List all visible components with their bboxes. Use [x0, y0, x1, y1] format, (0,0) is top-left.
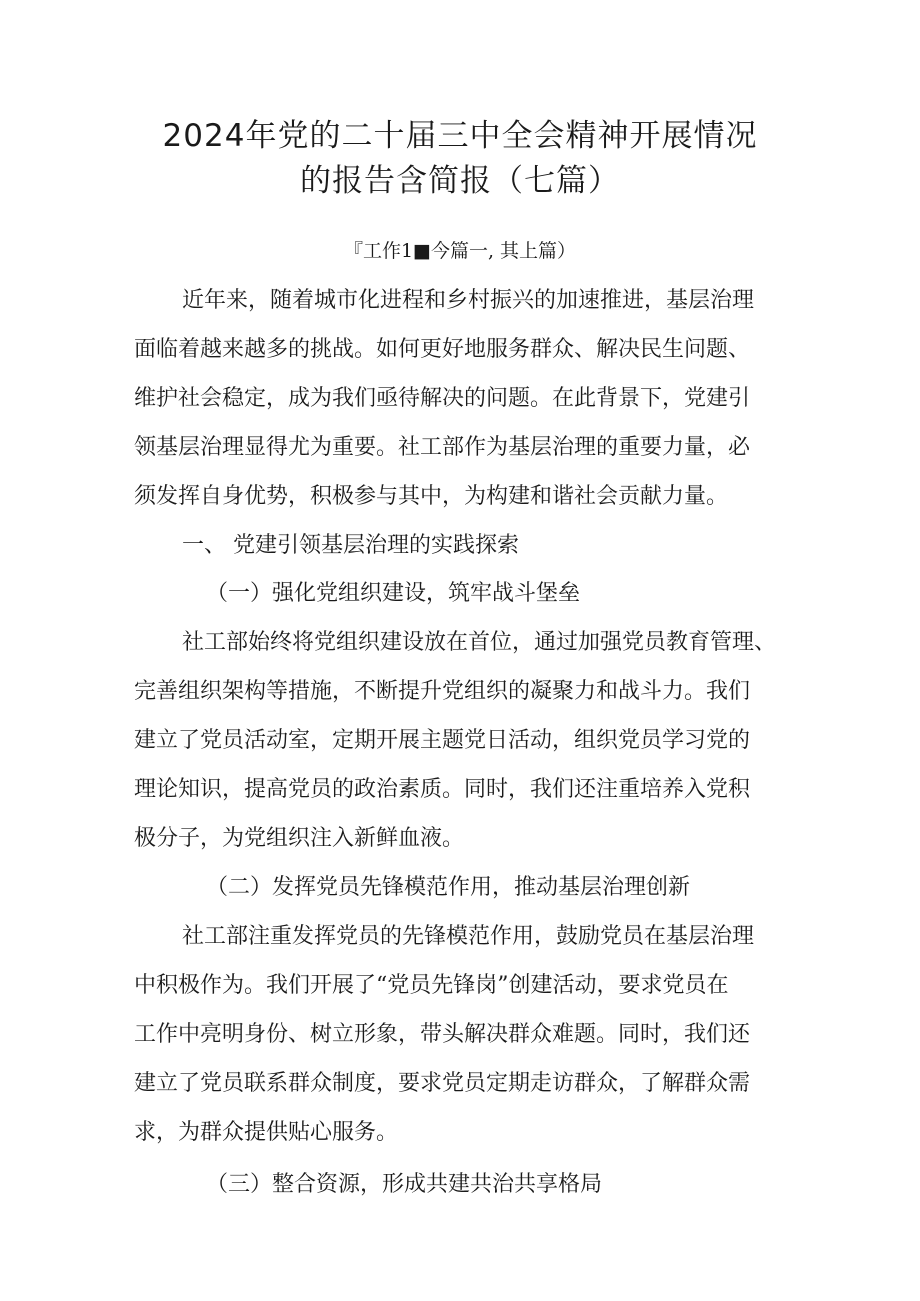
document-subtitle: 『工作1■今篇一, 其上篇） — [343, 240, 577, 262]
body-line: 完善组织架构等措施，不断提升党组织的凝聚力和战斗力。我们 — [134, 679, 751, 704]
subsection-heading: （一）强化党组织建设，筑牢战斗堡垒 — [206, 581, 581, 606]
body-line: 建立了党员联系群众制度，要求党员定期走访群众，了解群众需 — [134, 1071, 751, 1096]
subsection-heading: （二）发挥党员先锋模范作用，推动基层治理创新 — [206, 875, 691, 900]
section-heading: 一、 党建引领基层治理的实践探索 — [182, 533, 519, 558]
document-title-line-1: 2024年党的二十届三中全会精神开展情况 — [162, 118, 758, 154]
body-line: 社工部注重发挥党员的先锋模范作用，鼓励党员在基层治理 — [182, 924, 755, 949]
body-line: 工作中亮明身份、树立形象，带头解决群众难题。同时，我们还 — [134, 1022, 751, 1047]
intro-line: 领基层治理显得尤为重要。社工部作为基层治理的重要力量，必 — [134, 435, 751, 460]
body-line: 中积极作为。我们开展了“党员先锋岗”创建活动，要求党员在 — [134, 973, 729, 998]
body-line: 理论知识，提高党员的政治素质。同时，我们还注重培养入党积 — [134, 777, 751, 802]
intro-line: 须发挥自身优势，积极参与其中，为构建和谐社会贡献力量。 — [134, 484, 729, 509]
intro-line: 近年来，随着城市化进程和乡村振兴的加速推进，基层治理 — [182, 288, 755, 313]
document-title-line-2: 的报告含简报（七篇） — [300, 163, 620, 199]
body-line: 建立了党员活动室，定期开展主题党日活动，组织党员学习党的 — [134, 728, 751, 753]
body-line: 社工部始终将党组织建设放在首位，通过加强党员教育管理、 — [182, 630, 777, 655]
intro-line: 维护社会稳定，成为我们亟待解决的问题。在此背景下，党建引 — [134, 386, 751, 411]
intro-line: 面临着越来越多的挑战。如何更好地服务群众、解决民生问题、 — [134, 337, 751, 362]
body-line: 极分子，为党组织注入新鲜血液。 — [134, 826, 465, 851]
body-line: 求，为群众提供贴心服务。 — [134, 1120, 399, 1145]
subsection-heading: （三）整合资源，形成共建共治共享格局 — [206, 1172, 603, 1197]
